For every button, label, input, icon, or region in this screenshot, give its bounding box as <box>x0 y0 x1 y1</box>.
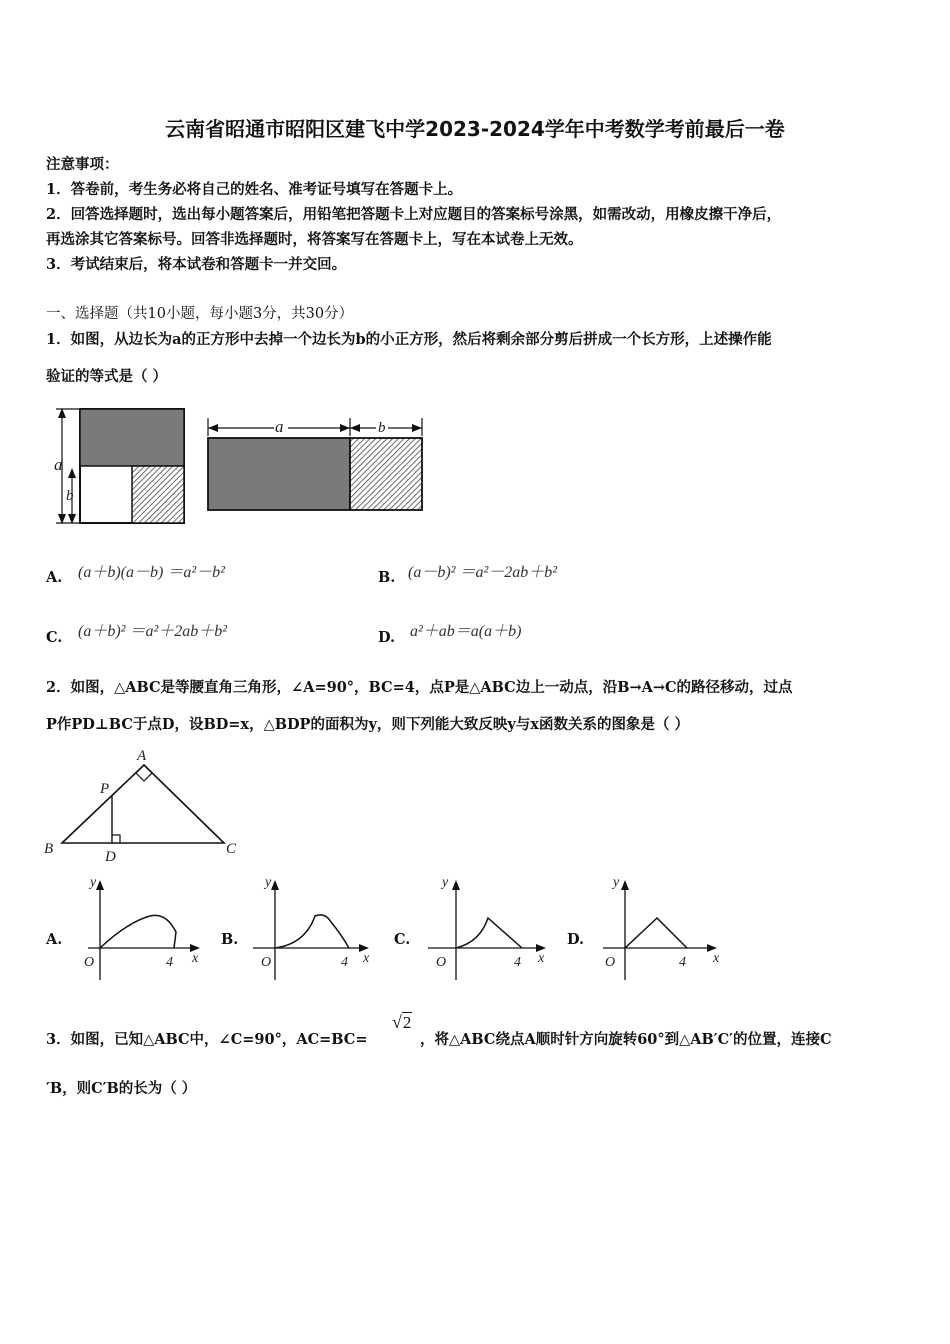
notice-item-2-line-1: 2．回答选择题时，选出每小题答案后，用铅笔把答题卡上对应题目的答案标号涂黑，如需改动，用橡皮擦干净后， <box>46 206 782 223</box>
q1-option-b-label: B. <box>378 569 396 586</box>
page-title: 云南省昭通市昭阳区建飞中学2023-2024学年中考数学考前最后一卷 <box>165 117 785 141</box>
q1-stem-line-2: 验证的等式是（ ） <box>46 368 168 385</box>
q1-option-a-expr: (a＋b)(a－b) ＝a²－b² <box>78 564 225 581</box>
notice-item-3: 3．考试结束后，将本试卷和答题卡一并交回。 <box>46 256 347 273</box>
q2-graph-b <box>245 872 385 987</box>
axis-y-label: y <box>265 875 272 890</box>
q2-option-c-label: C. <box>394 931 411 948</box>
axis-y-label: y <box>442 875 449 890</box>
origin-label: O <box>436 955 447 970</box>
origin-label: O <box>261 955 272 970</box>
notice-item-1: 1．答卷前，考生务必将自己的姓名、准考证号填写在答题卡上。 <box>46 181 463 198</box>
q1-figure <box>46 400 436 530</box>
q2-label-c: C <box>226 841 237 857</box>
origin-label: O <box>84 955 95 970</box>
q3-stem-line-1a: 3．如图，已知△ABC中，∠C=90°，AC=BC= <box>46 1031 368 1048</box>
q2-label-b: B <box>44 841 54 857</box>
tick-4-label: 4 <box>679 955 686 970</box>
axis-x-label: x <box>538 951 545 966</box>
axis-y-label: y <box>613 875 620 890</box>
q1-option-d-label: D. <box>378 629 396 646</box>
notice-heading: 注意事项： <box>46 156 119 173</box>
q3-stem-line-1b: ，将△ABC绕点A顺时针方向旋转60°到△AB′C′的位置，连接C <box>420 1031 832 1048</box>
q1-option-b-expr: (a－b)² ＝a²－2ab＋b² <box>408 564 558 581</box>
q2-option-a-label: A. <box>46 931 63 948</box>
tick-4-label: 4 <box>341 955 348 970</box>
q2-triangle-figure <box>40 745 250 865</box>
q1-option-c-expr: (a＋b)² ＝a²＋2ab＋b² <box>78 623 228 640</box>
q2-stem-line-2: P作PD⊥BC于点D，设BD=x，△BDP的面积为y，则下列能大致反映y与x函数关系的图象是（ ） <box>46 716 689 733</box>
q3-stem-line-2: ′B，则C′B的长为（ ） <box>46 1080 197 1097</box>
q2-graph-a <box>70 872 210 987</box>
q1-option-a-label: A. <box>46 569 63 586</box>
q2-stem-line-1: 2．如图，△ABC是等腰直角三角形，∠A=90°，BC=4，点P是△ABC边上一动点，沿B→A→C的路径移动，过点 <box>46 679 793 696</box>
tick-4-label: 4 <box>166 955 173 970</box>
axis-x-label: x <box>192 951 199 966</box>
q2-graph-c <box>420 872 560 987</box>
tick-4-label: 4 <box>514 955 521 970</box>
notice-item-2-line-2: 再选涂其它答案标号。回答非选择题时，将答案写在答题卡上，写在本试卷上无效。 <box>46 231 583 248</box>
q1-option-c-label: C. <box>46 629 63 646</box>
q2-label-a: A <box>137 748 147 764</box>
q1-label-a-right: a <box>275 417 284 436</box>
q3-sqrt: √2 <box>392 1012 412 1032</box>
origin-label: O <box>605 955 616 970</box>
q2-option-b-label: B. <box>221 931 239 948</box>
axis-x-label: x <box>363 951 370 966</box>
q1-option-d-expr: a²＋ab＝a(a＋b) <box>410 623 522 640</box>
q1-stem-line-1: 1．如图，从边长为a的正方形中去掉一个边长为b的小正方形，然后将剩余部分剪后拼成一个长方形，上述操作能 <box>46 331 772 348</box>
axis-x-label: x <box>713 951 720 966</box>
q2-label-d: D <box>105 849 116 865</box>
q2-option-d-label: D. <box>567 931 585 948</box>
q2-graph-d <box>595 872 735 987</box>
q1-label-b-right: b <box>378 420 386 436</box>
q2-label-p: P <box>100 781 110 797</box>
q3-sqrt-radicand: 2 <box>402 1013 412 1032</box>
axis-y-label: y <box>90 875 97 890</box>
q1-label-a-left: a <box>54 455 63 474</box>
q1-label-b-left: b <box>66 488 74 504</box>
section-heading: 一、选择题（共10小题，每小题3分，共30分） <box>46 306 354 322</box>
